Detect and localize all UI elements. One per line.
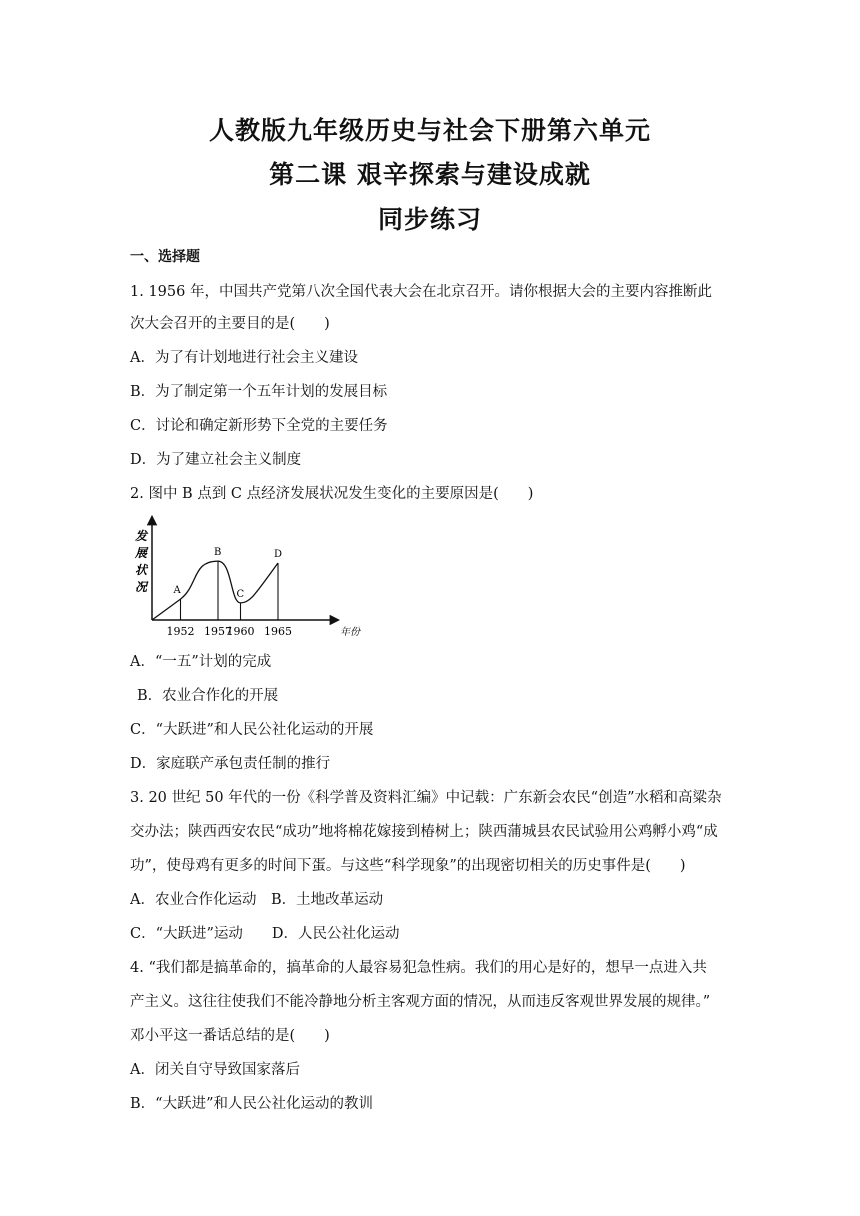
- q4-option-a: A．闭关自守导致国家落后: [130, 1062, 300, 1078]
- q2-option-c: C．“大跃进”和人民公社化运动的开展: [130, 722, 374, 738]
- x-axis-label: 年份: [340, 627, 360, 638]
- doc-title-line3: 同步练习: [377, 205, 482, 234]
- y-axis-label-char: 发: [135, 529, 148, 543]
- q2-option-a: A．“一五”计划的完成: [130, 654, 272, 670]
- q1-option-d: D．为了建立社会主义制度: [130, 452, 302, 468]
- section-heading: 一、选择题: [130, 249, 200, 265]
- doc-title-line1: 人教版九年级历史与社会下册第六单元: [208, 116, 651, 145]
- point-label-b: B: [214, 547, 222, 559]
- point-label-d: D: [274, 549, 283, 560]
- q4-stem-line2: 产主义。这往往使我们不能冷静地分析主客观方面的情况，从而违反客观世界发展的规律。”: [130, 994, 711, 1010]
- q3-stem-line2: 交办法；陕西西安农民“成功”地将棉花嫁接到椿树上；陕西蒲城县农民试验用公鸡孵小鸡“成: [130, 824, 718, 840]
- x-tick-label: 1960: [226, 625, 255, 638]
- q1-stem-line1: 1. 1956 年，中国共产党第八次全国代表大会在北京召开。请你根据大会的主要内容推断此: [130, 284, 712, 300]
- y-axis-label: [134, 529, 149, 594]
- q1-option-b: B．为了制定第一个五年计划的发展目标: [130, 384, 388, 400]
- doc-title-line2: 第二课 艰辛探索与建设成就: [269, 160, 591, 189]
- q4-option-b: B．“大跃进”和人民公社化运动的教训: [130, 1096, 373, 1112]
- point-label-c: C: [236, 588, 245, 600]
- y-axis-label-char: 况: [135, 580, 148, 594]
- q4-stem-line3: 邓小平这一番话总结的是( ): [130, 1028, 330, 1044]
- q3-options-ab: A．农业合作化运动 B．土地改革运动: [130, 892, 384, 908]
- y-axis-label-char: 状: [135, 563, 148, 577]
- q1-stem-line2: 次大会召开的主要目的是( ): [130, 316, 330, 332]
- x-tick-label: 1957: [204, 625, 232, 638]
- q1-option-a: A．为了有计划地进行社会主义建设: [130, 350, 358, 366]
- development-curve: [152, 561, 278, 620]
- economic-development-chart: [128, 512, 378, 642]
- x-tick-label: 1952: [166, 625, 195, 638]
- q1-option-c: C．讨论和确定新形势下全党的主要任务: [130, 418, 388, 434]
- q2-option-b: B．农业合作化的开展: [137, 688, 279, 704]
- q3-options-cd: C．“大跃进”运动 D．人民公社化运动: [130, 926, 400, 942]
- q2-stem: 2. 图中 B 点到 C 点经济发展状况发生变化的主要原因是( ): [130, 486, 534, 502]
- q2-option-d: D．家庭联产承包责任制的推行: [130, 756, 331, 772]
- q3-stem-line1: 3. 20 世纪 50 年代的一份《科学普及资料汇编》中记载：广东新会农民“创造”水稻和高粱杂: [130, 790, 722, 806]
- y-axis-label-char: 展: [135, 546, 148, 560]
- x-tick-label: 1965: [264, 625, 292, 638]
- q3-stem-line3: 功”，使母鸡有更多的时间下蛋。与这些“科学现象”的出现密切相关的历史事件是( ): [130, 858, 686, 874]
- point-label-a: A: [173, 585, 181, 597]
- q4-stem-line1: 4. “我们都是搞革命的，搞革命的人最容易犯急性病。我们的用心是好的，想早一点进入共: [130, 960, 707, 976]
